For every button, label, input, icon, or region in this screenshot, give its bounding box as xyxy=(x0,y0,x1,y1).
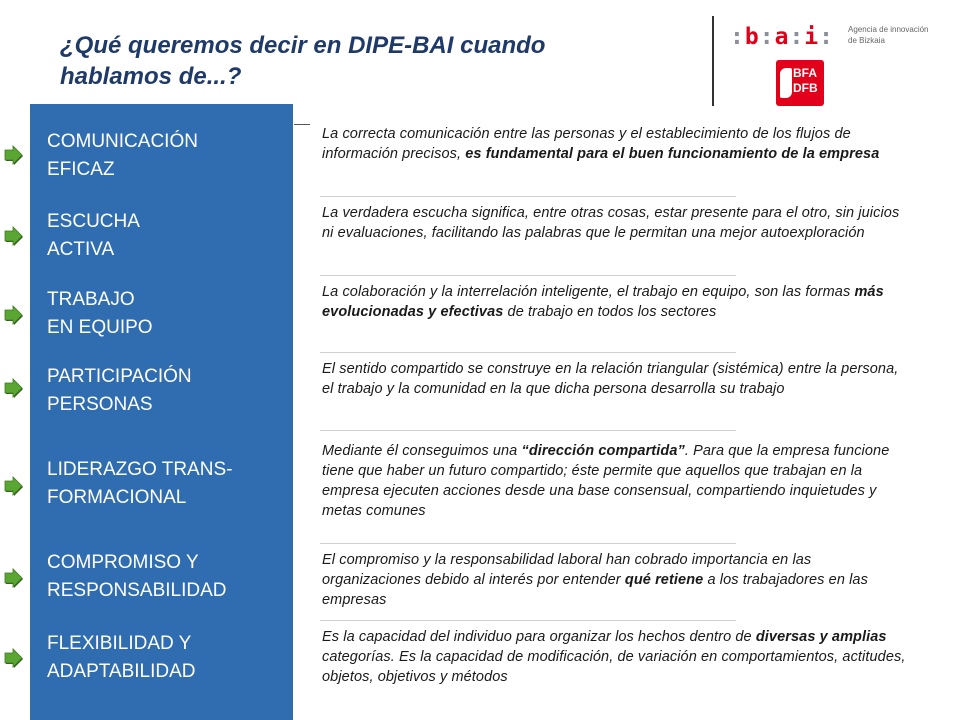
concept-term-line: PARTICIPACIÓN xyxy=(47,366,192,387)
concept-term xyxy=(47,549,227,605)
green-arrow-icon xyxy=(4,568,24,590)
description-segment: Mediante él conseguimos una xyxy=(322,443,522,459)
concept-term-line: LIDERAZGO TRANS- xyxy=(47,459,233,480)
concept-description xyxy=(322,627,912,687)
description-bold-segment: diversas y amplias xyxy=(755,629,887,645)
bai-caption-line-2: de Bizkaia xyxy=(848,36,885,45)
slide-title xyxy=(60,30,660,92)
concept-term-line: EN EQUIPO xyxy=(47,317,153,338)
green-arrow-icon xyxy=(4,648,24,670)
bai-caption-line-1: Agencia de innovación xyxy=(848,25,929,34)
bfa-line-1: BFA xyxy=(793,66,817,80)
green-arrow-icon xyxy=(4,305,24,327)
description-segment: La colaboración y la interrelación inteligente, el trabajo en equipo, son las formas xyxy=(322,284,855,300)
bai-char: i xyxy=(804,24,820,50)
bai-char: b xyxy=(744,24,760,50)
concept-term xyxy=(47,286,153,342)
row-separator xyxy=(320,543,736,544)
bai-char: : xyxy=(789,24,805,50)
row-separator xyxy=(320,275,736,276)
title-line-1: ¿Qué queremos decir en DIPE-BAI cuando xyxy=(60,32,546,59)
concept-term-line: PERSONAS xyxy=(47,394,153,415)
concept-term-line: FLEXIBILIDAD Y xyxy=(47,633,192,654)
description-segment: El sentido compartido se construye en la relación triangular (sistémica) entre la persona, el trabajo y la comunidad en la que dicha persona desarrolla su trabajo xyxy=(322,361,899,397)
description-bold-segment: es fundamental para el buen funcionamiento de la empresa xyxy=(465,146,880,162)
row-separator xyxy=(320,430,736,431)
bai-logo xyxy=(730,24,834,50)
description-segment: categorías. Es la capacidad de modificación, de variación en comportamientos, actitudes, objetos, objetivos y métodos xyxy=(322,649,906,685)
bai-char: a xyxy=(774,24,790,50)
concept-term-line: ACTIVA xyxy=(47,239,115,260)
green-arrow-icon xyxy=(4,145,24,167)
concept-description xyxy=(322,359,912,399)
concept-description xyxy=(322,203,912,243)
green-arrow-icon xyxy=(4,226,24,248)
concept-term-line: FORMACIONAL xyxy=(47,487,187,508)
bai-char: : xyxy=(819,24,835,50)
panel-tick-line xyxy=(294,124,310,125)
description-segment: . Para que la empresa funcione tiene que haber un futuro compartido; éste permite que aquellos que trabajan en la empresa ejecuten acciones desde una base consensual, compartiendo inquietudes y metas comunes xyxy=(322,443,890,519)
concept-term xyxy=(47,128,198,184)
description-bold-segment: más evolucionadas y efectivas xyxy=(322,284,884,320)
description-bold-segment: qué retiene xyxy=(624,572,704,588)
description-segment: La verdadera escucha significa, entre otras cosas, estar presente para el otro, sin juicios ni evaluaciones, facilitando las palabras que le permitan una mejor autoexploración xyxy=(322,205,900,241)
description-segment: a los trabajadores en las empresas xyxy=(322,572,868,608)
concept-term-line: COMUNICACIÓN xyxy=(47,131,198,152)
concept-term xyxy=(47,363,192,419)
concept-description xyxy=(322,441,912,521)
concept-term-line: ESCUCHA xyxy=(47,211,140,232)
concept-term-line: TRABAJO xyxy=(47,289,135,310)
green-arrow-icon xyxy=(4,378,24,400)
description-segment: Es la capacidad del individuo para organizar los hechos dentro de xyxy=(322,629,756,645)
concept-term xyxy=(47,630,196,686)
concept-term-line: ADAPTABILIDAD xyxy=(47,661,196,682)
concept-term xyxy=(47,208,140,264)
description-bold-segment: “dirección compartida” xyxy=(521,443,685,459)
row-separator xyxy=(320,352,736,353)
header-divider xyxy=(712,16,714,106)
description-segment: de trabajo en todos los sectores xyxy=(503,304,717,320)
concept-term-line: COMPROMISO Y xyxy=(47,552,199,573)
description-segment: El compromiso y la responsabilidad laboral han cobrado importancia en las organizaciones debido al interés por entender xyxy=(322,552,812,588)
concept-term xyxy=(47,456,232,512)
concept-description xyxy=(322,124,912,164)
green-arrow-icon xyxy=(4,476,24,498)
bai-char: : xyxy=(730,24,745,50)
row-separator xyxy=(320,620,736,621)
bfa-logo-text xyxy=(793,66,818,96)
concept-description xyxy=(322,282,912,322)
row-separator xyxy=(320,196,736,197)
bai-char: : xyxy=(759,24,775,50)
bai-caption xyxy=(848,24,929,46)
concept-term-line: EFICAZ xyxy=(47,159,115,180)
bfa-emblem-icon xyxy=(780,68,792,98)
title-line-2: hablamos de...? xyxy=(60,63,242,90)
concept-description xyxy=(322,550,912,610)
concept-term-line: RESPONSABILIDAD xyxy=(47,580,227,601)
description-segment: La correcta comunicación entre las personas y el establecimiento de los flujos de información precisos, xyxy=(322,126,851,162)
bfa-line-2: DFB xyxy=(793,81,818,95)
